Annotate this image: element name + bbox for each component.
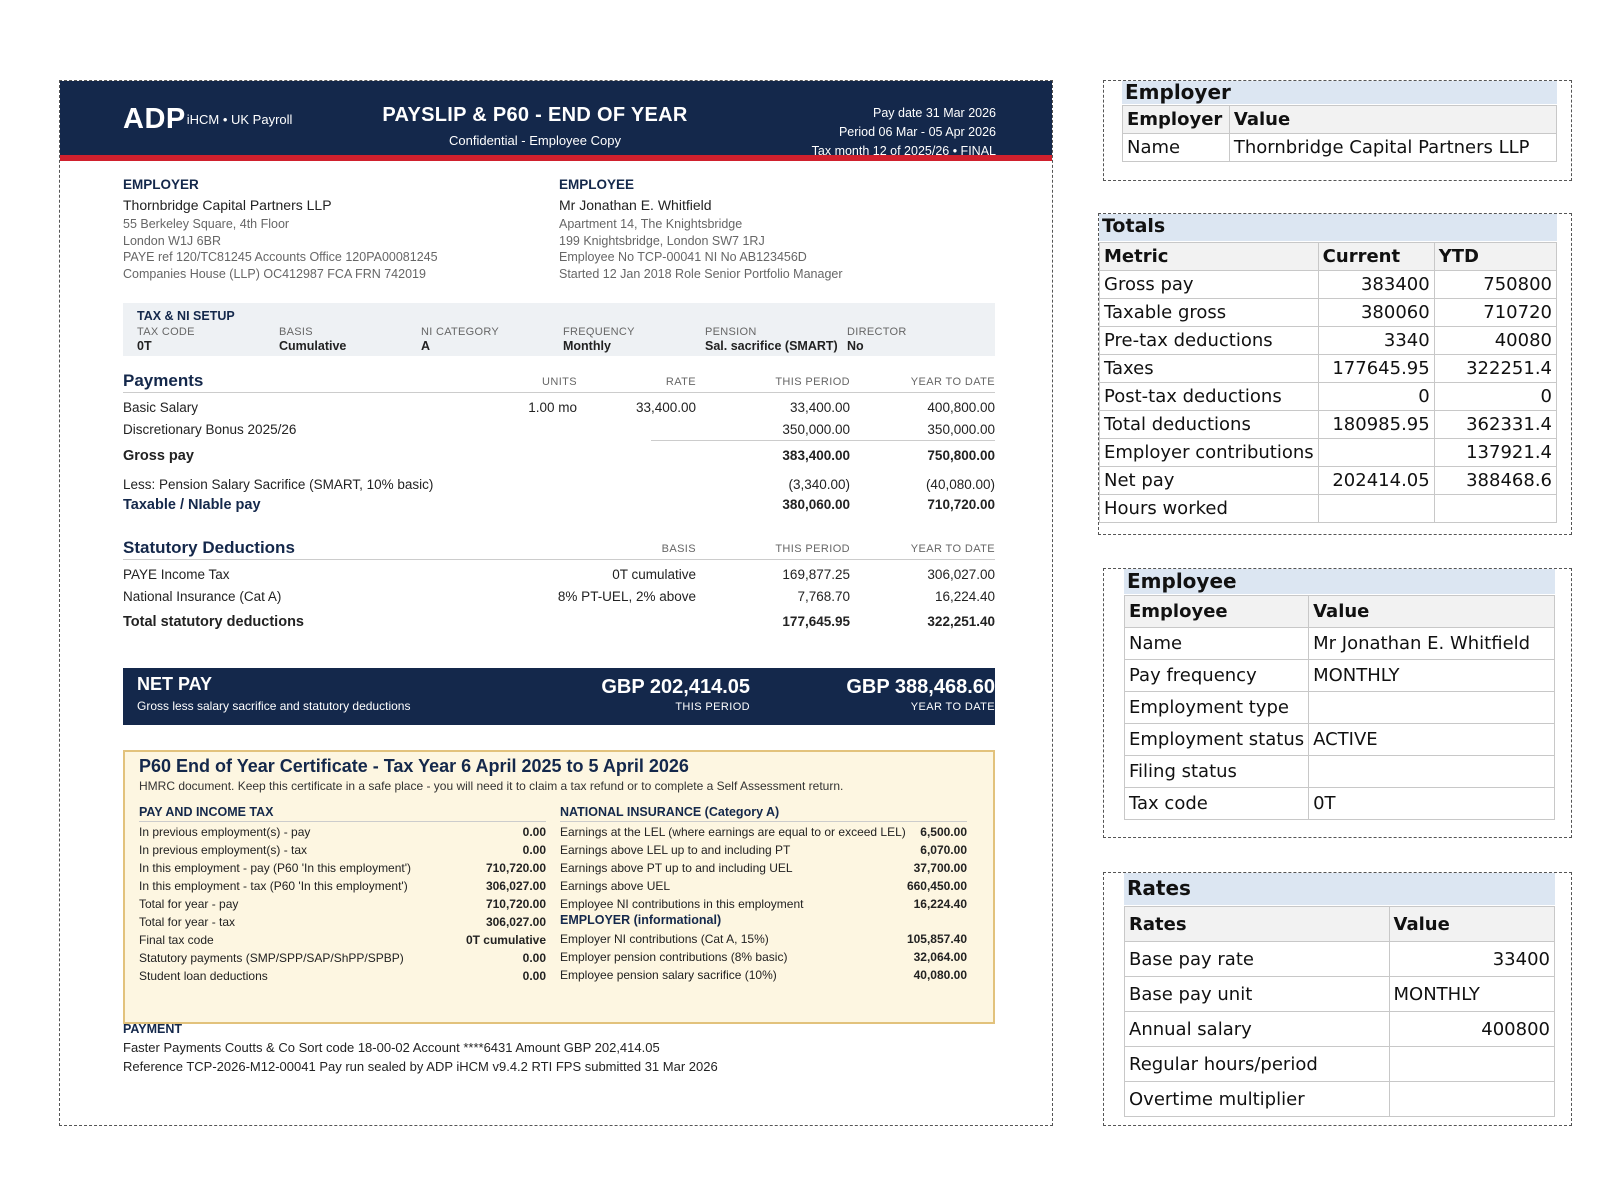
p60-row-value: 306,027.00 [485,915,546,929]
payment-reference-line: Reference TCP-2026-M12-00041 Pay run sealed by ADP iHCM v9.4.2 RTI FPS submitted 31 Mar 2026 [123,1059,718,1074]
setup-label: PENSION [705,326,757,338]
p60-national-insurance [560,805,967,983]
deduction-basis: 0T cumulative [612,567,696,582]
p60-row-label: Total for year - pay [139,897,239,911]
setup-pension [705,326,838,353]
totals-sheet-table [1099,242,1557,523]
p60-note: HMRC document. Keep this certificate in a safe place - you will need it to claim a tax refund or to complete a Self Assessment return. [139,779,844,793]
col-units: UNITS [542,376,577,388]
p60-row [560,965,967,983]
setup-tax-code [137,326,195,353]
deductions-header [123,538,995,560]
sheet-row [1125,1047,1555,1082]
total-deductions-ytd: 322,251.40 [927,614,995,629]
setup-value: No [847,339,864,353]
sheet-row [1100,355,1557,383]
deduction-label: National Insurance (Cat A) [123,589,282,604]
tax-ni-setup-heading: TAX & NI SETUP [137,309,235,323]
p60-row-label: Student loan deductions [139,969,268,983]
setup-value: Sal. sacrifice (SMART) [705,339,838,353]
employer-address-1: 55 Berkeley Square, 4th Floor [123,217,290,231]
sheet-cell[interactable] [1318,439,1434,467]
deduction-basis: 8% PT-UEL, 2% above [557,589,696,604]
p60-row-label: Earnings above LEL up to and including PT [560,843,791,857]
p60-row [560,947,967,965]
payslip-header [60,81,1052,161]
total-deductions-this-period: 177,645.95 [782,614,850,629]
payment-label: Basic Salary [123,400,199,415]
p60-row-value: 32,064.00 [913,950,967,964]
sheet-header-cell[interactable]: Current [1318,243,1434,271]
setup-basis [279,326,346,353]
p60-row-label: Employee pension salary sacrifice (10%) [560,968,777,982]
sheet-cell[interactable]: 3340 [1318,327,1434,355]
p60-row-label: In this employment - tax (P60 'In this employment') [139,879,408,893]
sheet-row [1125,942,1555,977]
p60-row-value: 660,450.00 [906,879,967,893]
p60-row-value: 6,070.00 [920,843,967,857]
sheet-cell[interactable] [1309,756,1555,788]
salary-sacrifice-label: Less: Pension Salary Sacrifice (SMART, 10% basic) [123,477,434,492]
col-this-period: THIS PERIOD [775,543,850,555]
sheet-row [1100,495,1557,523]
employee-sheet-table [1124,595,1555,820]
payment-this-period: 350,000.00 [782,422,850,437]
setup-value: Cumulative [279,339,347,353]
p60-row-label: Earnings above UEL [560,879,671,893]
employer-details [123,176,438,282]
sheet-row [1123,134,1557,162]
setup-label: TAX CODE [137,326,195,338]
payments-section [123,371,995,515]
sheet-row [1125,756,1555,788]
sheet-header-cell[interactable]: Value [1309,596,1555,628]
payments-title: Payments [123,371,204,390]
sheet-cell[interactable]: Hours worked [1100,495,1319,523]
total-deductions-label: Total statutory deductions [123,614,304,630]
sheet-row [1100,411,1557,439]
sheet-cell[interactable] [1434,495,1556,523]
p60-row [139,948,546,966]
sheet-cell[interactable]: Post-tax deductions [1100,383,1319,411]
p60-row [560,822,967,840]
employer-address-2: London W1J 6BR [123,233,221,248]
p60-pay-and-tax-heading: PAY AND INCOME TAX [139,805,546,822]
p60-row-value: 0T cumulative [465,933,546,947]
salary-sacrifice-this-period: (3,340.00) [788,477,850,492]
payment-row [123,418,995,440]
employer-heading: EMPLOYER [123,177,199,192]
sheet-row [1100,439,1557,467]
net-pay-ytd-caption: YEAR TO DATE [910,701,995,713]
payment-label: Discretionary Bonus 2025/26 [123,422,297,437]
employer-sheet-table [1122,105,1557,162]
p60-row-label: Employer pension contributions (8% basic) [560,950,788,964]
p60-row [139,894,546,912]
taxable-pay-this-period: 380,060.00 [782,497,850,512]
p60-row-value: 0.00 [522,825,546,839]
employee-sheet-title: Employee [1127,569,1237,593]
p60-row-value: 37,700.00 [913,861,967,875]
deduction-this-period: 169,877.25 [782,567,850,582]
p60-row-label: Employer NI contributions (Cat A, 15%) [560,932,769,946]
taxable-pay-label: Taxable / NIable pay [123,497,261,513]
sheet-cell[interactable]: Employer contributions [1100,439,1319,467]
document-title-block [330,104,740,148]
setup-director [847,326,907,353]
p60-row [560,876,967,894]
sheet-row [1100,467,1557,495]
col-ytd: YEAR TO DATE [910,376,995,388]
sheet-cell[interactable]: Pay frequency [1125,660,1309,692]
sheet-cell[interactable]: Employment type [1125,692,1309,724]
p60-row-label: In previous employment(s) - pay [139,825,311,839]
sheet-row [1125,1012,1555,1047]
net-pay-banner [123,668,995,725]
sheet-cell[interactable]: Filing status [1125,756,1309,788]
p60-row-label: Earnings above PT up to and including UEL [560,861,793,875]
totals-sheet-title-band [1099,214,1557,241]
payment-ytd: 400,800.00 [927,400,995,415]
setup-value: 0T [137,339,152,353]
employer-sheet [1103,80,1572,181]
deduction-label: PAYE Income Tax [123,567,230,582]
payments-header [123,371,995,393]
sheet-cell[interactable]: Taxes [1100,355,1319,383]
net-pay-this-period-caption: THIS PERIOD [675,701,750,713]
sheet-cell[interactable] [1389,1082,1555,1117]
payment-rate: 33,400.00 [635,400,696,415]
tax-month: Tax month 12 of 2025/26 • FINAL [811,144,996,158]
setup-label: NI CATEGORY [421,326,500,338]
sheet-cell[interactable]: Overtime multiplier [1125,1082,1390,1117]
pay-period-meta [812,104,996,161]
rates-sheet-title: Rates [1127,876,1191,900]
deduction-this-period: 7,768.70 [797,589,850,604]
net-pay-ytd: GBP 388,468.60 [846,676,995,698]
p60-row [139,876,546,894]
sheet-header-row [1125,907,1555,942]
total-deductions-row [123,610,995,632]
sheet-row [1125,977,1555,1012]
payment-this-period: 33,400.00 [789,400,850,415]
gross-separator [651,440,995,441]
p60-row [139,822,546,840]
rates-sheet-table [1124,906,1555,1117]
sheet-cell[interactable]: 380060 [1318,299,1434,327]
tax-ni-setup [123,303,995,356]
sheet-cell[interactable]: Taxable gross [1100,299,1319,327]
sheet-cell[interactable]: Name [1123,134,1230,162]
gross-pay-row [123,444,995,466]
sheet-cell[interactable]: 322251.4 [1434,355,1556,383]
employer-paye-ref: PAYE ref 120/TC81245 Accounts Office 120PA00081245 [123,250,438,264]
p60-row [560,840,967,858]
sheet-row [1125,788,1555,820]
totals-sheet [1098,213,1572,535]
col-ytd: YEAR TO DATE [910,543,995,555]
payslip-document [59,80,1053,1126]
employee-number: Employee No TCP-00041 NI No AB123456D [559,250,807,264]
net-pay-label: NET PAY [137,674,213,694]
gross-pay-label: Gross pay [123,448,194,464]
setup-value: Monthly [563,339,611,353]
setup-ni-category [421,326,499,353]
p60-row [560,929,967,947]
payment-ytd: 350,000.00 [927,422,995,437]
col-this-period: THIS PERIOD [775,376,850,388]
sheet-cell[interactable]: Gross pay [1100,271,1319,299]
pay-date: Pay date 31 Mar 2026 [873,106,996,120]
p60-row [560,858,967,876]
sheet-row [1100,383,1557,411]
sheet-cell[interactable]: 202414.05 [1318,467,1434,495]
salary-sacrifice-row [123,473,995,495]
employee-address-2: 199 Knightsbridge, London SW7 1RJ [559,233,765,248]
sheet-cell[interactable]: Tax code [1125,788,1309,820]
p60-row-value: 0.00 [522,951,546,965]
employee-name: Mr Jonathan E. Whitfield [559,197,712,213]
deductions-section [123,538,995,632]
p60-row-label: Total for year - tax [139,915,236,929]
adp-logo [123,103,292,136]
sheet-header-row [1123,106,1557,134]
sheet-cell[interactable]: Mr Jonathan E. Whitfield [1309,628,1555,660]
p60-row-value: 710,720.00 [485,897,546,911]
p60-row-value: 16,224.40 [913,897,967,911]
p60-row-label: Earnings at the LEL (where earnings are equal to or exceed LEL) [560,825,906,839]
sheet-cell[interactable]: Base pay unit [1125,977,1390,1012]
col-rate: RATE [665,376,696,388]
p60-row-value: 0.00 [522,969,546,983]
setup-label: BASIS [279,326,313,338]
sheet-cell[interactable]: Pre-tax deductions [1100,327,1319,355]
taxable-pay-row [123,493,995,515]
p60-row [139,840,546,858]
p60-row-label: In previous employment(s) - tax [139,843,308,857]
brand-name: ADP [123,103,186,135]
payment-units: 1.00 mo [528,400,577,415]
p60-row [139,930,546,948]
sheet-row [1125,692,1555,724]
p60-employer-heading: EMPLOYER (informational) [560,913,722,927]
sheet-cell[interactable]: Thornbridge Capital Partners LLP [1229,134,1556,162]
employer-companies-house: Companies House (LLP) OC412987 FCA FRN 742019 [123,266,426,281]
p60-row-label: Final tax code [139,933,214,947]
sheet-cell[interactable]: Base pay rate [1125,942,1390,977]
deduction-row [123,585,995,607]
brand-sub: iHCM • UK Payroll [186,112,293,127]
sheet-header-cell[interactable]: Value [1389,907,1555,942]
sheet-row [1125,628,1555,660]
p60-row-value: 710,720.00 [485,861,546,875]
taxable-pay-ytd: 710,720.00 [927,497,995,512]
sheet-cell[interactable] [1389,1047,1555,1082]
net-pay-this-period: GBP 202,414.05 [601,676,750,698]
setup-frequency [563,326,635,353]
sheet-cell[interactable]: 362331.4 [1434,411,1556,439]
p60-row-value: 105,857.40 [906,932,967,946]
sheet-header-cell[interactable]: Employer [1123,106,1230,134]
sheet-cell[interactable]: 400800 [1389,1012,1555,1047]
sheet-cell[interactable]: 0T [1309,788,1555,820]
sheet-cell[interactable]: 0 [1434,383,1556,411]
sheet-header-row [1100,243,1557,271]
sheet-cell[interactable]: 0 [1318,383,1434,411]
sheet-header-cell[interactable]: Rates [1125,907,1390,942]
sheet-cell[interactable]: 33400 [1389,942,1555,977]
net-pay-subtitle: Gross less salary sacrifice and statutory deductions [137,699,411,713]
sheet-cell[interactable]: 383400 [1318,271,1434,299]
rates-sheet [1103,872,1572,1126]
payment-details [123,1020,718,1076]
sheet-row [1100,271,1557,299]
payment-method-line: Faster Payments Coutts & Co Sort code 18-00-02 Account ****6431 Amount GBP 202,414.05 [123,1040,660,1055]
sheet-cell[interactable]: 137921.4 [1434,439,1556,467]
employee-details [559,176,843,282]
sheet-row [1100,299,1557,327]
gross-pay-this-period: 383,400.00 [782,448,850,463]
p60-row [139,858,546,876]
employee-heading: EMPLOYEE [559,177,635,192]
p60-row-label: In this employment - pay (P60 'In this employment') [139,861,412,875]
p60-certificate [123,750,995,1024]
setup-value: A [421,339,431,353]
sheet-header-cell[interactable]: Value [1229,106,1556,134]
document-subtitle: Confidential - Employee Copy [449,133,621,148]
p60-row-label: Employee NI contributions in this employment [560,897,804,911]
deduction-ytd: 306,027.00 [927,567,995,582]
payment-heading: PAYMENT [123,1022,183,1036]
deductions-title: Statutory Deductions [123,538,295,557]
sheet-cell[interactable]: 40080 [1434,327,1556,355]
employer-name: Thornbridge Capital Partners LLP [123,197,332,213]
sheet-header-cell[interactable]: Metric [1100,243,1319,271]
sheet-cell[interactable]: Regular hours/period [1125,1047,1390,1082]
sheet-row [1125,724,1555,756]
p60-row-label: Statutory payments (SMP/SPP/SAP/ShPP/SPBP) [139,951,404,965]
employee-address-1: Apartment 14, The Knightsbridge [559,217,743,231]
col-basis: BASIS [661,543,696,555]
setup-label: DIRECTOR [847,326,907,338]
payment-row [123,396,995,418]
sheet-header-cell[interactable]: Employee [1125,596,1309,628]
sheet-cell[interactable]: ACTIVE [1309,724,1555,756]
sheet-cell[interactable]: Net pay [1100,467,1319,495]
p60-row [139,912,546,930]
gross-pay-ytd: 750,800.00 [927,448,995,463]
p60-row-value: 306,027.00 [485,879,546,893]
p60-row-value: 6,500.00 [920,825,967,839]
p60-row-value: 40,080.00 [913,968,967,982]
document-title: PAYSLIP & P60 - END OF YEAR [382,104,688,126]
sheet-cell[interactable]: Name [1125,628,1309,660]
sheet-cell[interactable]: MONTHLY [1309,660,1555,692]
p60-title: P60 End of Year Certificate - Tax Year 6 April 2025 to 5 April 2026 [139,756,689,776]
totals-sheet-title: Totals [1102,215,1166,237]
p60-row [560,894,967,912]
p60-pay-and-tax [139,805,546,984]
deduction-row [123,563,995,585]
sheet-cell[interactable] [1318,495,1434,523]
p60-row [139,966,546,984]
sheet-cell[interactable]: 750800 [1434,271,1556,299]
sheet-cell[interactable]: 180985.95 [1318,411,1434,439]
sheet-cell[interactable]: Employment status [1125,724,1309,756]
employee-sheet [1103,568,1572,838]
parties-block [123,176,993,291]
pay-period: Period 06 Mar - 05 Apr 2026 [838,125,996,139]
p60-row-value: 0.00 [522,843,546,857]
sheet-cell[interactable]: 177645.95 [1318,355,1434,383]
sheet-row [1125,660,1555,692]
setup-label: FREQUENCY [563,326,635,338]
employer-sheet-title: Employer [1125,80,1231,104]
sheet-cell[interactable]: Total deductions [1100,411,1319,439]
sheet-cell[interactable]: 388468.6 [1434,467,1556,495]
sheet-cell[interactable] [1309,692,1555,724]
sheet-row [1125,1082,1555,1117]
p60-ni-heading: NATIONAL INSURANCE (Category A) [560,805,967,822]
sheet-cell[interactable]: MONTHLY [1389,977,1555,1012]
sheet-header-row [1125,596,1555,628]
employee-start-role: Started 12 Jan 2018 Role Senior Portfolio Manager [559,266,843,281]
sheet-header-cell[interactable]: YTD [1434,243,1556,271]
sheet-row [1100,327,1557,355]
salary-sacrifice-ytd: (40,080.00) [925,477,995,492]
sheet-cell[interactable]: 710720 [1434,299,1556,327]
sheet-cell[interactable]: Annual salary [1125,1012,1390,1047]
deduction-ytd: 16,224.40 [934,589,995,604]
